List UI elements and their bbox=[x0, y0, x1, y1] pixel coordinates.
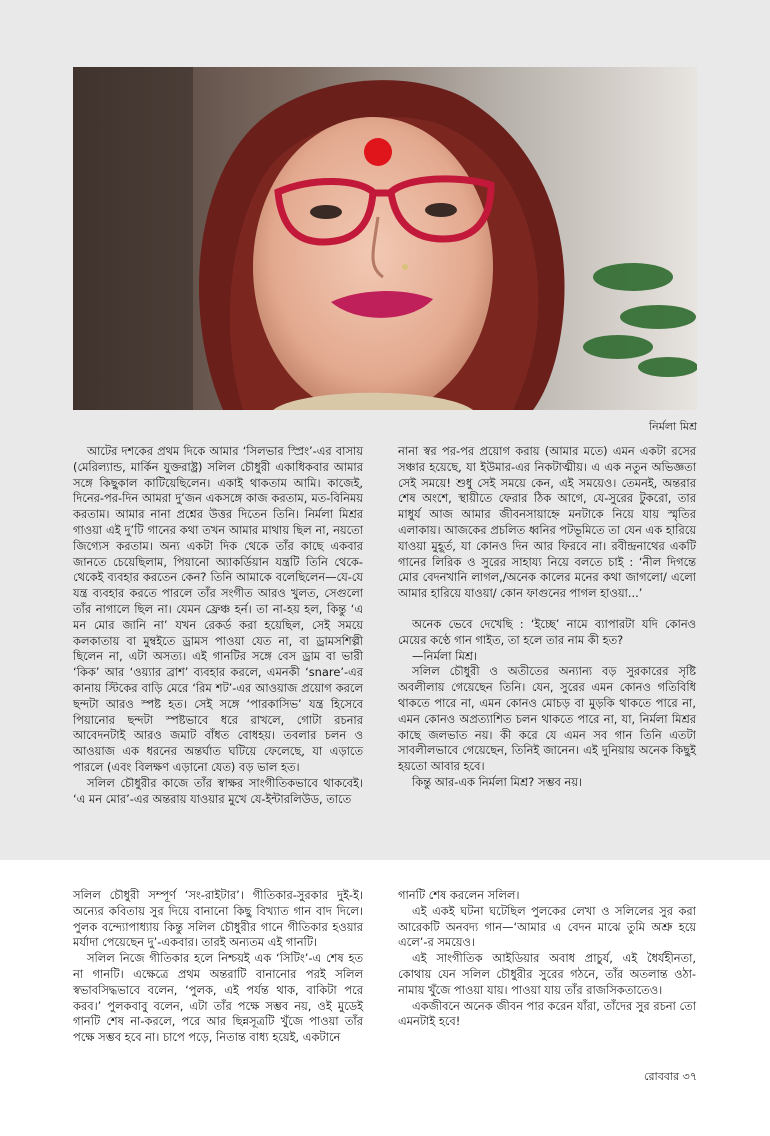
paragraph: এই একই ঘটনা ঘটেছিল পুলকের লেখা ও সলিলের সুর করা আরেকটি অনবদ্য গান—‘আমার এ বেদন মাঝে তুমি অশ্রু হয়ে এলে’-র সময়েও। bbox=[398, 903, 696, 950]
paragraph: নানা স্বর পর-পর প্রয়োগ করায় (আমার মতে) এমন একটা রসের সঞ্চার হয়েছে, যা ইউমার-এর নিকটাত্মীয়। এ এক নতুন অভিজ্ঞতা সেই সময়ে! শুধু সেই সময়ে কেন, এই সময়েও। তেমনই, অন্তরার শেষ অংশে, স্থায়ীতে ফেরার ঠিক আগে, যে-সুরের টুকরো, তার মাধুর্য আজ আমার জীবনসায়াহ্নে মনটাকে নিয়ে যায় স্মৃতির এলাকায়। আজকের প্রচলিত ধ্বনির পটভূমিতে তা যেন এক হারিয়ে যাওয়া মুহূর্ত, যা কোনও দিন আর ফিরবে না। রবীন্দ্রনাথের একটি গানের লিরিক ও সুরের সাহায্য নিয়ে বলতে চাই : ‘নীল দিগন্তে মোর বেদনখানি লাগল,/অনেক কালের মনের কথা জাগলো/ এলো আমার হারিয়ে যাওয়া/ কোন ফাগুনের পাগল হাওয়া...’ bbox=[398, 444, 696, 601]
paragraph: কিন্তু আর-এক নির্মলা মিশ্র? সম্ভব নয়। bbox=[412, 774, 583, 789]
article-column-1 bbox=[73, 444, 363, 807]
paragraph: গানটি শেষ করলেন সলিল। bbox=[398, 888, 520, 902]
paragraph: একজীবনে অনেক জীবন পার করেন যাঁরা, তাঁদের সুর রচনা তো এমনটাই হবে! bbox=[398, 998, 696, 1029]
paragraph: সলিল নিজে গীতিকার হলে নিশ্চয়ই এক ‘সিটিং’-এ শেষ হত না গানটি। এক্ষেত্রে প্রথম অন্তরাটি বানানোর পরই সলিল স্বভাবসিদ্ধভাবে বলেন, ‘পুলক, এই পর্যন্ত থাক, বাকিটা পরে করব।’ পুলকবাবু বলেন, এটা তাঁর পক্ষে সম্ভব নয়, ওই মুডেই গানটি শেষ না-করলে, পরে আর ছিন্নসূত্রটি খুঁজে পাওয়া তাঁর পক্ষে সম্ভব হবে না। চাপে পড়ে, নিতান্ত বাধ্য হয়েই, একটানে bbox=[73, 951, 363, 1045]
article-column-2 bbox=[398, 444, 696, 791]
paragraph: সলিল চৌধুরী ও অতীতের অন্যান্য বড় সুরকারের সৃষ্টি অবলীলায় গেয়েছেন তিনি। যেন, সুরের এমন কোনও গতিবিধি থাকতে পারে না, এমন কোনও মোচড় বা মুড়কি থাকতে পারে না, এমন কোনও অপ্রত্যাশিত চলন থাকতে পারে না, যা, নির্মলা মিশ্রর কাছে জলভাত নয়। কী করে যে এমন সব গান তিনি এতটা সাবলীলভাবে গেয়েছেন, তিনিই জানেন। এই দুনিয়ায় অনেক কিছুই হয়তো আবার হবে। bbox=[398, 664, 696, 774]
paragraph: অনেক ভেবে দেখেছি : ‘ইচ্ছে’ নামে ব্যাপারটা যদি কোনও মেয়ের কণ্ঠে গান গাইত, তা হলে তার নাম কী হত? bbox=[398, 616, 696, 647]
paragraph: সলিল চৌধুরী সম্পূর্ণ ‘সং-রাইটার’। গীতিকার-সুরকার দুই-ই। অন্যের কবিতায় সুর দিয়ে বানানো কিছু বিখ্যাত গান বাদ দিলে। পুলক বন্দ্যোপাধ্যায় কিন্তু সলিল চৌধুরীর গানে গীতিকার হওয়ার মর্যাদা পেয়েছেন দু’-একবার। তারই অন্যতম এই গানটি। bbox=[73, 888, 363, 950]
paragraph: এই সাংগীতিক আইডিয়ার অবাধ প্রাচুর্য, এই ধৈর্যহীনতা, কোথায় যেন সলিল চৌধুরীর সুরের গঠনে, তাঁর অতলান্ত ওঠা-নামায় খুঁজে পাওয়া যায়। পাওয়া যায় তাঁর রাজসিকতাতেও। bbox=[398, 951, 696, 997]
article-column-4 bbox=[398, 888, 696, 1030]
paragraph-attribution: —নির্মলা মিশ্র। bbox=[412, 648, 478, 663]
paragraph: সলিল চৌধুরীর কাজে তাঁর স্বাক্ষর সাংগীতিকভাবে থাকবেই। ‘এ মন মোর’-এর অন্তরায় যাওয়ার মুখে যে-ইন্টারলিউড, তাতে bbox=[73, 775, 363, 806]
photo-caption: নির্মলা মিশ্র bbox=[649, 420, 697, 433]
portrait-illustration bbox=[73, 67, 697, 410]
paragraph: আটের দশকের প্রথম দিকে আমার ‘সিলভার স্প্রিং’-এর বাসায় (মেরিল্যান্ড, মার্কিন যুক্তরাষ্ট্র) সলিল চৌধুরী একাধিকবার আমার সঙ্গে কিছুকাল কাটিয়েছিলেন। একাই থাকতাম আমি। কাজেই, দিনের-পর-দিন আমরা দু’জন একসঙ্গে কাজ করতাম, মত-বিনিময় করতাম। আমার নানা প্রশ্নের উত্তর দিতেন তিনি। নির্মলা মিশ্রর গাওয়া এই দু’টি গানের কথা তখন আমার মাথায় ছিল না, নয়তো জিগ্যেস করতাম। অন্য একটা দিক থেকে তাঁর কাছে একবার জানতে চেয়েছিলাম, পিয়ানো অ্যাকর্ডিয়ান যন্ত্রটি তিনি থেকে-থেকেই ব্যবহার করতেন কেন? তিনি আমাকে বলেছিলেন—যে-যে যন্ত্র ব্যবহার করতে পারলে তাঁর সংগীত আরও খুলত, সেগুলো তাঁর নাগালে ছিল না। যেমন ফ্রেঞ্চ হর্ন। তা না-হয় হল, কিন্তু ‘এ মন মোর জানি না’ যখন রেকর্ড করা হয়েছিল, সেই সময়ে কলকাতায় বা মুম্বইতে ড্রামস পাওয়া যেত না, বা ড্রামসশিল্পী ছিলেন না, এটা অসত্য। এই গানটির সঙ্গে বেস ড্রাম বা ভারী ‘কিক’ আর ‘ওয়্যার ব্রাশ’ ব্যবহার করলে, এমনকী ‘snare’-এর কানায় স্টিকের বাড়ি মেরে ‘রিম শট’-এর আওয়াজ প্রয়োগ করলে ছন্দটা আরও স্পষ্ট হত। সেই সঙ্গে ‘পারকাসিভ’ যন্ত্র হিসেবে পিয়ানোর ছন্দটা স্পষ্টভাবে ধরে রাখলে, গোটা রচনার আবেদনটাই আরও জমাট বাঁধত বোধহয়। তবলার চলন ও আওয়াজ এক ধরনের অন্তর্ঘাত ঘটিয়ে ফেলেছে, যা এড়াতে পারলে (এবং বিলক্ষণ এড়ানো যেত) বড় ভাল হত। bbox=[73, 444, 363, 774]
page-footer: রোববার ৩৭ bbox=[644, 1070, 697, 1083]
portrait-photo bbox=[73, 67, 697, 410]
article-column-3 bbox=[73, 888, 363, 1046]
